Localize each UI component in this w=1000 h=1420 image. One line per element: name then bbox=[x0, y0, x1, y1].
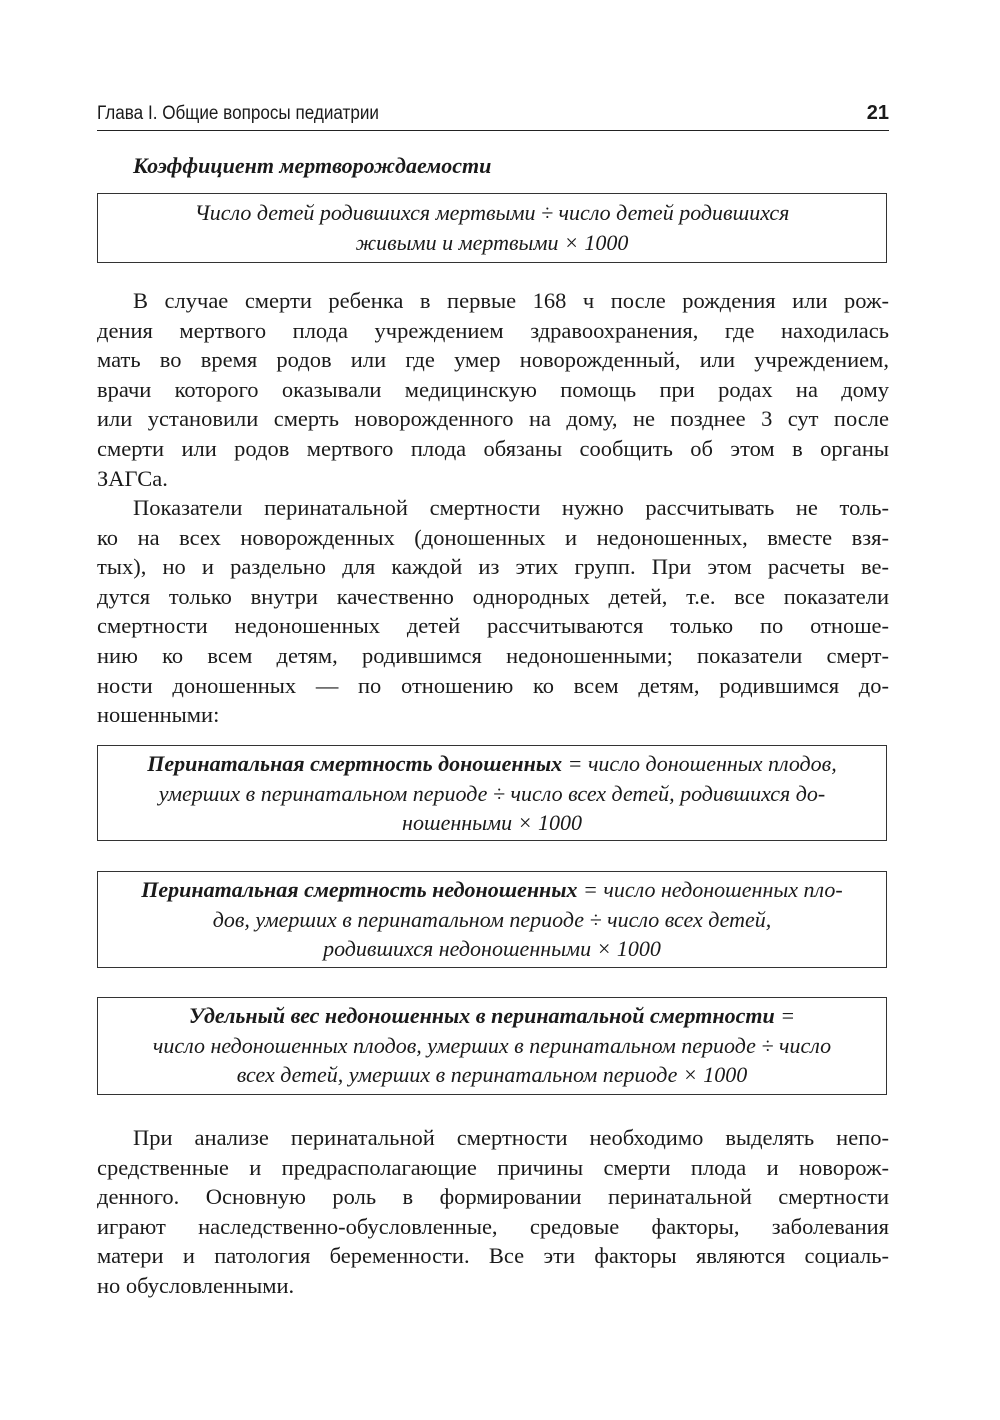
formula-line bbox=[98, 934, 886, 964]
formula-text: умерших в перинатальном периоде ÷ число всех детей, родившихся до- bbox=[158, 780, 826, 806]
text-line: мать во время родов или где умер новорожденный, или учреждением, bbox=[97, 347, 889, 373]
formula-line bbox=[98, 228, 886, 258]
text-line: нию ко всем детям, родившимся недоношенными; показатели смерт- bbox=[97, 642, 889, 668]
text-line: В случае смерти ребенка в первые 168 ч после рождения или рож- bbox=[133, 288, 889, 313]
formula-text: ношенными × 1000 bbox=[402, 810, 582, 835]
formula-text: живыми и мертвыми × 1000 bbox=[355, 229, 629, 255]
text-line: При анализе перинатальной смертности необходимо выделять непо- bbox=[133, 1125, 889, 1150]
formula-text: = bbox=[774, 1003, 796, 1028]
formula-box-preterm-mortality bbox=[97, 871, 887, 968]
formula-term: Перинатальная смертность доношенных bbox=[147, 751, 563, 776]
formula-line bbox=[98, 749, 886, 779]
formula-box-preterm-share bbox=[97, 997, 887, 1095]
chapter-title: Глава I. Общие вопросы педиатрии bbox=[97, 103, 379, 124]
formula-term: Перинатальная смертность недоношенных bbox=[141, 877, 578, 902]
formula-line bbox=[98, 1031, 886, 1061]
paragraph-causes bbox=[97, 1123, 889, 1301]
text-line: матери и патология беременности. Все эти факторы являются социаль- bbox=[97, 1243, 889, 1269]
formula-text: всех детей, умерших в перинатальном периоде × 1000 bbox=[236, 1062, 748, 1087]
paragraph-perinatal-indicators bbox=[97, 493, 889, 730]
formula-line bbox=[98, 875, 886, 905]
text-line: тых), но и раздельно для каждой из этих групп. При этом расчеты ве- bbox=[97, 554, 889, 580]
text-line: ко на всех новорожденных (доношенных и недоношенных, вместе взя- bbox=[97, 524, 889, 550]
running-header bbox=[97, 100, 889, 131]
section-heading: Коэффициент мертворождаемости bbox=[133, 153, 492, 178]
text-line: дения мертвого плода учреждением здравоохранения, где находилась bbox=[97, 317, 889, 343]
text-line: ности доношенных — по отношению ко всем детям, родившимся до- bbox=[97, 672, 889, 698]
page-number: 21 bbox=[866, 102, 889, 124]
text-line: или установили смерть новорожденного на дому, не позднее 3 сут после bbox=[97, 406, 889, 432]
formula-text: = число недоношенных пло- bbox=[577, 877, 843, 902]
formula-box-stillbirth-rate bbox=[97, 193, 887, 263]
text-line: смертности недоношенных детей рассчитываются только по отноше- bbox=[97, 613, 889, 639]
formula-text: = число доношенных плодов, bbox=[562, 751, 837, 776]
formula-line bbox=[98, 198, 886, 228]
text-line: ЗАГСа. bbox=[97, 465, 168, 491]
formula-text: Число детей родившихся мертвыми ÷ число детей родившихся bbox=[194, 200, 790, 225]
formula-line bbox=[98, 905, 886, 935]
text-line: дутся только внутри качественно однородных детей, т.е. все показатели bbox=[97, 583, 889, 609]
text-line: ношенными: bbox=[97, 702, 220, 728]
text-line: но обусловленными. bbox=[97, 1272, 295, 1298]
text-line: средственные и предрасполагающие причины смерти плода и новорож- bbox=[97, 1154, 889, 1180]
formula-text: родившихся недоношенными × 1000 bbox=[323, 936, 661, 961]
formula-box-fullterm-mortality bbox=[97, 745, 887, 841]
text-line: играют наследственно-обусловленные, средовые факторы, заболевания bbox=[97, 1213, 889, 1239]
text-line: денного. Основную роль в формировании перинатальной смертности bbox=[97, 1184, 889, 1210]
paragraph-registration bbox=[97, 286, 889, 493]
text-line: Показатели перинатальной смертности нужно рассчитывать не толь- bbox=[133, 495, 889, 520]
text-line: смерти или родов мертвого плода обязаны сообщить об этом в органы bbox=[97, 435, 889, 461]
formula-text: дов, умерших в перинатальном периоде ÷ число всех детей, bbox=[212, 906, 772, 932]
formula-line bbox=[98, 808, 886, 838]
formula-line bbox=[98, 1060, 886, 1090]
formula-line bbox=[98, 779, 886, 809]
formula-text: число недоношенных плодов, умерших в перинатальном периоде ÷ число bbox=[152, 1032, 832, 1058]
formula-line bbox=[98, 1001, 886, 1031]
formula-term: Удельный вес недоношенных в перинатальной смертности bbox=[188, 1003, 775, 1028]
text-line: врачи которого оказывали медицинскую помощь при родах на дому bbox=[97, 376, 889, 402]
